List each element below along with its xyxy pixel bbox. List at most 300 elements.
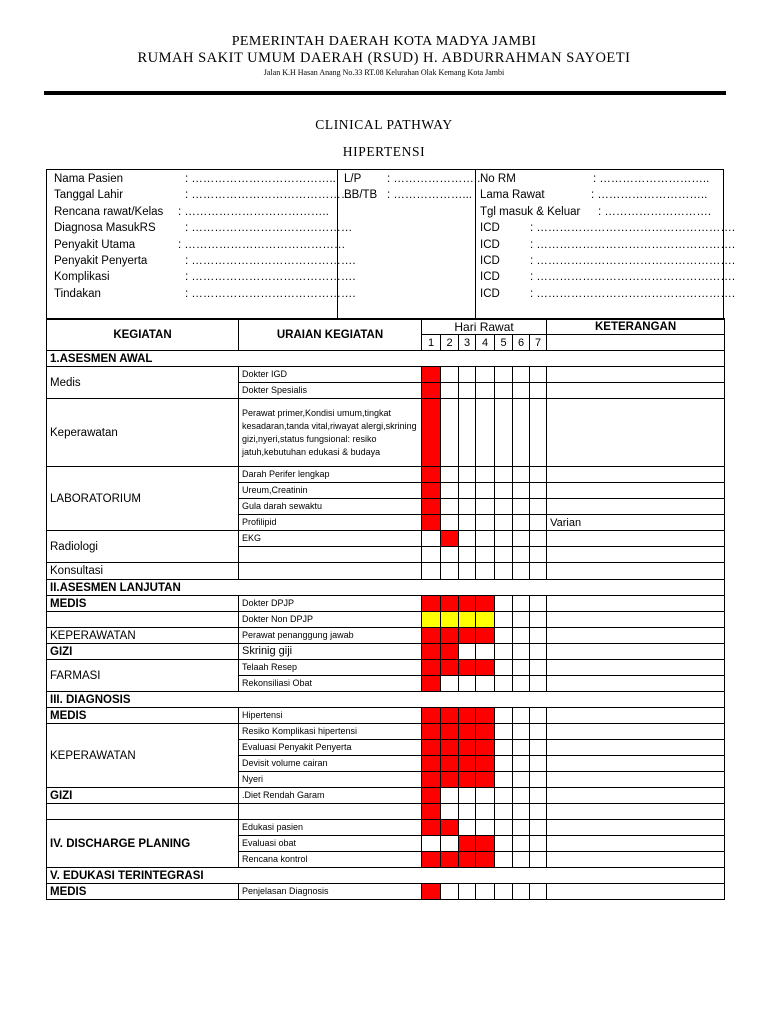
day-cell[interactable] (530, 547, 547, 563)
info-field-label: No RM (480, 173, 516, 185)
day-marker-red[interactable] (422, 628, 441, 644)
day-cell[interactable] (513, 563, 530, 580)
day-marker-red[interactable] (459, 836, 476, 852)
day-marker-red[interactable] (476, 852, 495, 868)
activity-cell: MEDIS (47, 884, 239, 900)
day-cell[interactable] (441, 884, 459, 900)
document-title: CLINICAL PATHWAY (315, 117, 453, 132)
info-field-value[interactable]: : ……………………………………. (185, 287, 356, 300)
day-cell[interactable] (476, 515, 495, 531)
info-field-value[interactable]: : ……………………………………………. (530, 271, 736, 284)
day-cell[interactable] (441, 563, 459, 580)
day-cell[interactable] (441, 383, 459, 399)
activity-description: Penjelasan Diagnosis (239, 884, 422, 900)
info-field-label: Tindakan (54, 287, 101, 300)
day-cell[interactable] (513, 708, 530, 724)
day-cell[interactable] (530, 836, 547, 852)
day-cell[interactable] (441, 467, 459, 483)
day-cell[interactable] (530, 788, 547, 804)
activity-cell: KEPERAWATAN (47, 724, 239, 788)
day-cell[interactable] (513, 676, 530, 692)
day-marker-red[interactable] (422, 804, 441, 820)
info-field-label: ICD (480, 238, 500, 251)
day-marker-red[interactable] (422, 676, 441, 692)
day-cell[interactable] (495, 676, 513, 692)
day-cell[interactable] (530, 612, 547, 628)
day-cell[interactable] (513, 884, 530, 900)
day-cell[interactable] (495, 383, 513, 399)
activity-cell: MEDIS (47, 708, 239, 724)
activity-cell: LABORATORIUM (47, 467, 239, 531)
day-cell[interactable] (495, 660, 513, 676)
day-marker-red[interactable] (422, 467, 441, 483)
day-cell[interactable] (476, 383, 495, 399)
day-cell[interactable] (530, 367, 547, 383)
day-cell[interactable] (530, 383, 547, 399)
keterangan-cell (547, 836, 725, 852)
table-row (47, 467, 725, 483)
keterangan-cell (547, 740, 725, 756)
day-marker-red[interactable] (422, 399, 441, 467)
day-number: 4 (476, 335, 495, 351)
day-marker-red[interactable] (422, 884, 441, 900)
day-marker-red[interactable] (441, 756, 459, 772)
info-field-value[interactable]: : ……………………….. (591, 189, 708, 202)
info-field (54, 173, 336, 185)
day-cell[interactable] (476, 367, 495, 383)
day-marker-red[interactable] (459, 724, 476, 740)
day-cell[interactable] (530, 708, 547, 724)
info-field (480, 255, 736, 267)
day-marker-red[interactable] (422, 740, 441, 756)
day-cell[interactable] (495, 772, 513, 788)
activity-cell: Radiologi (47, 531, 239, 563)
day-cell[interactable] (459, 676, 476, 692)
day-cell[interactable] (495, 596, 513, 612)
info-field-value[interactable]: : ……………………………………………. (530, 222, 736, 235)
day-cell[interactable] (495, 804, 513, 820)
day-marker-red[interactable] (476, 596, 495, 612)
day-marker-red[interactable] (422, 708, 441, 724)
day-cell[interactable] (530, 884, 547, 900)
info-field (54, 189, 353, 202)
day-cell[interactable] (476, 483, 495, 499)
day-cell[interactable] (513, 367, 530, 383)
info-field (480, 238, 736, 251)
day-marker-red[interactable] (459, 708, 476, 724)
keterangan-cell (547, 596, 725, 612)
day-cell[interactable] (476, 547, 495, 563)
day-cell[interactable] (513, 612, 530, 628)
section-heading: V. EDUKASI TERINTEGRASI (47, 868, 725, 884)
activity-cell (47, 612, 239, 628)
day-cell[interactable] (513, 399, 530, 467)
day-cell[interactable] (495, 612, 513, 628)
day-marker-red[interactable] (441, 852, 459, 868)
day-cell[interactable] (459, 483, 476, 499)
activity-cell: MEDIS (47, 596, 239, 612)
activity-description: Evaluasi obat (239, 836, 422, 852)
day-cell[interactable] (530, 499, 547, 515)
day-cell[interactable] (513, 756, 530, 772)
table-row (47, 596, 725, 612)
day-cell[interactable] (422, 547, 441, 563)
day-cell[interactable] (513, 788, 530, 804)
day-cell[interactable] (441, 515, 459, 531)
day-cell[interactable] (459, 804, 476, 820)
day-cell[interactable] (513, 467, 530, 483)
day-cell[interactable] (513, 383, 530, 399)
day-cell[interactable] (495, 884, 513, 900)
day-cell[interactable] (530, 596, 547, 612)
day-marker-red[interactable] (459, 772, 476, 788)
day-cell[interactable] (459, 531, 476, 547)
day-marker-red[interactable] (441, 708, 459, 724)
day-cell[interactable] (495, 708, 513, 724)
day-cell[interactable] (476, 399, 495, 467)
info-field-value[interactable]: : ……………………………………. (185, 271, 356, 284)
day-marker-red[interactable] (441, 531, 459, 547)
day-cell[interactable] (441, 836, 459, 852)
patient-info-col-3 (476, 170, 736, 319)
day-cell[interactable] (530, 660, 547, 676)
info-field (54, 238, 346, 251)
activity-description: Rekonsiliasi Obat (239, 676, 422, 692)
activity-description: Edukasi pasien (239, 820, 422, 836)
day-cell[interactable] (530, 740, 547, 756)
day-cell[interactable] (513, 772, 530, 788)
day-marker-red[interactable] (422, 644, 441, 660)
keterangan-cell (547, 676, 725, 692)
day-marker-red[interactable] (441, 628, 459, 644)
day-cell[interactable] (530, 531, 547, 547)
day-marker-red[interactable] (422, 596, 441, 612)
day-marker-yellow[interactable] (422, 612, 441, 628)
activity-description (239, 547, 422, 563)
info-field-value[interactable]: : ………………... (387, 189, 472, 202)
day-cell[interactable] (513, 820, 530, 836)
info-field-value[interactable]: : ……………………………………………. (530, 238, 736, 251)
day-cell[interactable] (495, 724, 513, 740)
day-marker-red[interactable] (422, 499, 441, 515)
section-heading: 1.ASESMEN AWAL (47, 351, 725, 367)
day-cell[interactable] (530, 676, 547, 692)
activity-cell (47, 804, 239, 820)
day-marker-red[interactable] (476, 724, 495, 740)
day-cell[interactable] (495, 531, 513, 547)
day-cell[interactable] (513, 547, 530, 563)
day-cell[interactable] (476, 884, 495, 900)
day-cell[interactable] (459, 367, 476, 383)
day-cell[interactable] (495, 515, 513, 531)
day-cell[interactable] (530, 852, 547, 868)
day-marker-red[interactable] (422, 772, 441, 788)
info-field-value[interactable]: : ……………………………………………. (530, 255, 736, 267)
day-cell[interactable] (495, 367, 513, 383)
day-cell[interactable] (495, 628, 513, 644)
day-cell[interactable] (530, 644, 547, 660)
activity-cell: FARMASI (47, 660, 239, 692)
day-cell[interactable] (476, 676, 495, 692)
info-field (344, 189, 472, 202)
activity-description: Dokter DPJP (239, 596, 422, 612)
day-cell[interactable] (530, 772, 547, 788)
day-cell[interactable] (441, 804, 459, 820)
day-marker-red[interactable] (422, 756, 441, 772)
activity-description: Ureum,Creatinin (239, 483, 422, 499)
activity-cell: GIZI (47, 644, 239, 660)
day-marker-red[interactable] (476, 756, 495, 772)
day-cell[interactable] (441, 676, 459, 692)
activity-description: Profilipid (239, 515, 422, 531)
day-cell[interactable] (422, 563, 441, 580)
day-marker-red[interactable] (459, 596, 476, 612)
info-field-value[interactable]: : ………………….. (387, 173, 481, 185)
info-field-value[interactable]: : ……………………………….. (185, 173, 336, 185)
patient-info-col-2 (338, 170, 481, 319)
info-field (480, 222, 736, 235)
keterangan-cell (547, 563, 725, 580)
pathway-table (46, 318, 725, 900)
activity-description: Rencana kontrol (239, 852, 422, 868)
activity-cell: GIZI (47, 788, 239, 804)
day-marker-red[interactable] (476, 772, 495, 788)
day-cell[interactable] (476, 788, 495, 804)
day-number: 3 (459, 335, 476, 351)
day-cell[interactable] (476, 499, 495, 515)
keterangan-cell (547, 660, 725, 676)
keterangan-cell (547, 884, 725, 900)
day-cell[interactable] (459, 499, 476, 515)
day-marker-red[interactable] (459, 660, 476, 676)
day-marker-red[interactable] (476, 708, 495, 724)
table-row (47, 531, 725, 547)
info-field-value[interactable]: : …………………………………… (185, 222, 353, 235)
day-cell[interactable] (476, 467, 495, 483)
day-cell[interactable] (530, 483, 547, 499)
day-cell[interactable] (513, 531, 530, 547)
table-row (47, 563, 725, 580)
day-marker-red[interactable] (422, 483, 441, 499)
activity-description: Evaluasi Penyakit Penyerta (239, 740, 422, 756)
day-marker-red[interactable] (441, 820, 459, 836)
activity-description: EKG (239, 531, 422, 547)
day-cell[interactable] (495, 756, 513, 772)
info-field (54, 205, 329, 218)
day-cell[interactable] (459, 547, 476, 563)
day-cell[interactable] (459, 884, 476, 900)
day-cell[interactable] (513, 836, 530, 852)
activity-description: Devisit volume cairan (239, 756, 422, 772)
day-cell[interactable] (495, 820, 513, 836)
day-cell[interactable] (441, 483, 459, 499)
day-cell[interactable] (530, 804, 547, 820)
day-marker-red[interactable] (476, 836, 495, 852)
activity-description: Nyeri (239, 772, 422, 788)
info-field-label: Penyakit Utama (54, 238, 136, 251)
info-field-value[interactable]: : …………………………………… (178, 238, 346, 251)
activity-description: Darah Perifer lengkap (239, 467, 422, 483)
keterangan-cell (547, 644, 725, 660)
day-marker-red[interactable] (422, 724, 441, 740)
day-cell[interactable] (530, 628, 547, 644)
day-cell[interactable] (530, 515, 547, 531)
info-field (480, 287, 736, 300)
day-cell[interactable] (495, 483, 513, 499)
day-marker-red[interactable] (459, 756, 476, 772)
day-cell[interactable] (530, 756, 547, 772)
day-marker-red[interactable] (441, 772, 459, 788)
col-header-keterangan: KETERANGAN (547, 319, 725, 335)
keterangan-cell (547, 399, 725, 467)
day-marker-red[interactable] (441, 596, 459, 612)
day-marker-red[interactable] (422, 660, 441, 676)
day-cell[interactable] (459, 383, 476, 399)
day-cell[interactable] (441, 547, 459, 563)
day-cell[interactable] (459, 788, 476, 804)
keterangan-cell (547, 772, 725, 788)
day-marker-red[interactable] (422, 515, 441, 531)
day-marker-yellow[interactable] (441, 612, 459, 628)
info-field (344, 173, 481, 185)
day-cell[interactable] (513, 804, 530, 820)
day-cell[interactable] (459, 399, 476, 467)
day-marker-red[interactable] (422, 383, 441, 399)
day-cell[interactable] (513, 724, 530, 740)
day-marker-red[interactable] (459, 628, 476, 644)
day-cell[interactable] (513, 596, 530, 612)
day-cell[interactable] (476, 563, 495, 580)
day-cell[interactable] (495, 644, 513, 660)
day-cell[interactable] (530, 563, 547, 580)
info-field-value[interactable]: : ……………………………………………. (530, 287, 736, 300)
day-cell[interactable] (476, 531, 495, 547)
day-cell[interactable] (441, 788, 459, 804)
section-heading: III. DIAGNOSIS (47, 692, 725, 708)
day-marker-red[interactable] (459, 852, 476, 868)
day-cell[interactable] (495, 852, 513, 868)
col-header-hari-rawat: Hari Rawat (422, 319, 547, 335)
day-cell[interactable] (459, 563, 476, 580)
day-marker-red[interactable] (422, 820, 441, 836)
day-cell[interactable] (513, 515, 530, 531)
header-address: Jalan K.H Hasan Anang No.33 RT.08 Kelurahan Olak Kemang Kota Jambi (263, 68, 505, 77)
day-cell[interactable] (513, 740, 530, 756)
table-row (47, 804, 725, 820)
day-cell[interactable] (495, 499, 513, 515)
day-marker-red[interactable] (441, 724, 459, 740)
day-cell[interactable] (476, 804, 495, 820)
day-cell[interactable] (530, 820, 547, 836)
info-field-value[interactable]: : …………………………………… (185, 189, 353, 202)
activity-description: Dokter Non DPJP (239, 612, 422, 628)
day-cell[interactable] (441, 499, 459, 515)
day-cell[interactable] (513, 628, 530, 644)
day-cell[interactable] (441, 367, 459, 383)
day-marker-red[interactable] (476, 628, 495, 644)
day-cell[interactable] (530, 467, 547, 483)
day-marker-red[interactable] (441, 644, 459, 660)
day-cell[interactable] (441, 399, 459, 467)
patient-info-box (46, 169, 736, 320)
day-cell[interactable] (422, 531, 441, 547)
day-marker-red[interactable] (459, 740, 476, 756)
day-cell[interactable] (495, 399, 513, 467)
keterangan-cell (547, 467, 725, 483)
day-marker-yellow[interactable] (459, 612, 476, 628)
activity-description: Gula darah sewaktu (239, 499, 422, 515)
section-heading: II.ASESMEN LANJUTAN (47, 580, 725, 596)
day-marker-red[interactable] (441, 740, 459, 756)
info-field-value[interactable]: : ……………………………….. (178, 205, 329, 218)
day-marker-red[interactable] (422, 367, 441, 383)
info-field (54, 271, 356, 284)
info-field-label: Tanggal Lahir (54, 189, 124, 202)
table-row (47, 788, 725, 804)
day-cell[interactable] (495, 547, 513, 563)
info-field-value[interactable]: : ……………………….. (593, 173, 710, 185)
header-divider (44, 91, 726, 95)
day-cell[interactable] (495, 740, 513, 756)
day-cell[interactable] (513, 644, 530, 660)
day-marker-red[interactable] (422, 852, 441, 868)
table-row (47, 612, 725, 628)
activity-cell: Keperawatan (47, 399, 239, 467)
col-header-uraian: URAIAN KEGIATAN (239, 319, 422, 351)
day-cell[interactable] (513, 852, 530, 868)
day-cell[interactable] (459, 820, 476, 836)
day-cell[interactable] (459, 515, 476, 531)
info-field-value[interactable]: : ……………………………………. (185, 255, 356, 267)
info-field-label: BB/TB (344, 189, 378, 202)
day-number: 7 (530, 335, 547, 351)
day-cell[interactable] (513, 660, 530, 676)
day-cell[interactable] (459, 644, 476, 660)
day-cell[interactable] (495, 788, 513, 804)
day-cell[interactable] (530, 724, 547, 740)
keterangan-blank (547, 335, 725, 351)
table-row (47, 367, 725, 383)
day-cell[interactable] (476, 820, 495, 836)
day-marker-red[interactable] (476, 660, 495, 676)
activity-description: .Diet Rendah Garam (239, 788, 422, 804)
day-marker-red[interactable] (422, 788, 441, 804)
day-marker-red[interactable] (476, 740, 495, 756)
document-subtitle: HIPERTENSI (342, 144, 426, 159)
day-cell[interactable] (495, 467, 513, 483)
activity-description: Skrinig giji (239, 644, 422, 660)
day-cell[interactable] (530, 399, 547, 467)
keterangan-cell: Varian (547, 515, 725, 531)
day-cell[interactable] (495, 563, 513, 580)
keterangan-cell (547, 804, 725, 820)
table-row (47, 708, 725, 724)
activity-cell: Konsultasi (47, 563, 239, 580)
day-cell[interactable] (513, 483, 530, 499)
day-cell[interactable] (513, 499, 530, 515)
day-marker-yellow[interactable] (476, 612, 495, 628)
day-cell[interactable] (459, 467, 476, 483)
day-cell[interactable] (422, 836, 441, 852)
day-marker-red[interactable] (441, 660, 459, 676)
col-header-kegiatan: KEGIATAN (47, 319, 239, 351)
day-cell[interactable] (495, 836, 513, 852)
activity-description: Dokter Spesialis (239, 383, 422, 399)
info-field-label: ICD (480, 271, 500, 284)
info-field-value[interactable]: : ………………………. (598, 205, 712, 218)
day-cell[interactable] (476, 644, 495, 660)
keterangan-cell (547, 852, 725, 868)
